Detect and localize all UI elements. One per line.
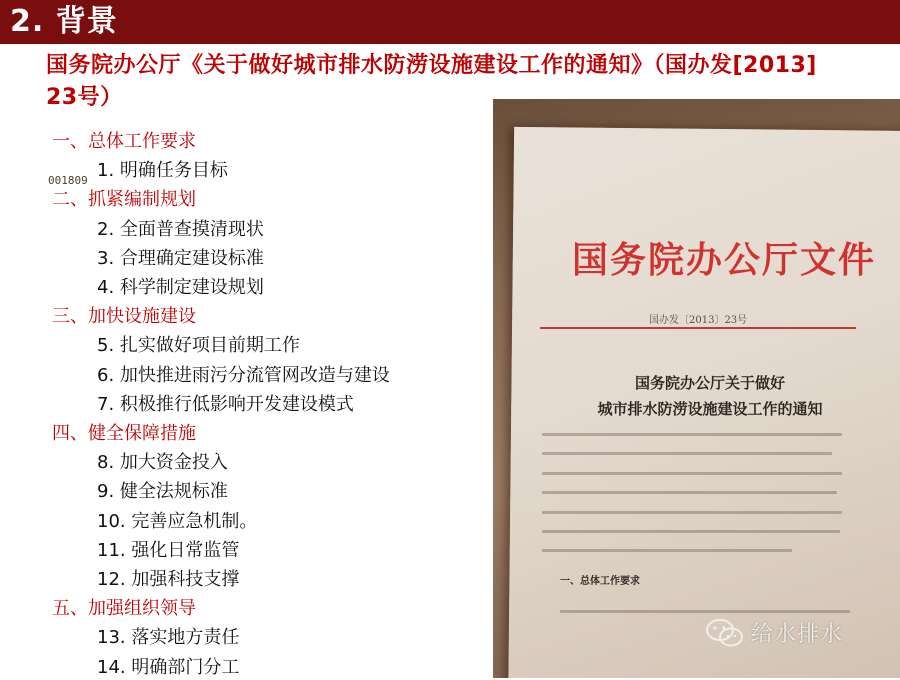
list-item: 5. 扎实做好项目前期工作 (97, 335, 300, 357)
doc-heading: 国务院办公厅文件 (572, 239, 877, 281)
list-item: 11. 强化日常监管 (97, 539, 240, 561)
list-item: 6. 加快推进雨污分流管网改造与建设 (97, 364, 390, 386)
wechat-icon (705, 618, 745, 648)
list-item: 1. 明确任务目标 (97, 160, 228, 182)
list-item: 2. 全面普查摸清现状 (97, 218, 264, 240)
section-heading: 三、加快设施建设 (52, 306, 196, 328)
list-item: 10. 完善应急机制。 (97, 510, 258, 532)
doc-text-line (542, 452, 832, 455)
doc-text-line (542, 433, 842, 436)
doc-text-line (542, 549, 792, 552)
doc-rule (540, 327, 856, 329)
doc-text-line (542, 511, 842, 514)
doc-text-line (542, 491, 837, 494)
list-item: 7. 积极推行低影响开发建设模式 (97, 393, 354, 415)
doc-title-line1: 国务院办公厅关于做好 (634, 374, 785, 392)
list-item: 13. 落实地方责任 (97, 627, 240, 649)
watermark-text: 给水排水 (751, 622, 844, 647)
section-heading: 一、总体工作要求 (52, 131, 196, 152)
list-item: 14. 明确部门分工 (97, 656, 240, 678)
doc-ref: 国办发〔2013〕23号 (649, 315, 748, 326)
list-item: 9. 健全法规标准 (97, 481, 228, 503)
list-item: 12. 加强科技支撑 (97, 569, 240, 590)
doc-text-line (542, 530, 840, 533)
doc-subhead: 一、总体工作要求 (560, 576, 640, 587)
doc-text-line (542, 472, 842, 475)
list-item: 3. 合理确定建设标准 (97, 247, 264, 269)
section-heading: 四、健全保障措施 (52, 423, 196, 444)
list-item: 4. 科学制定建设规划 (97, 277, 264, 298)
section-heading: 五、加强组织领导 (52, 598, 196, 620)
doc-text-line (560, 610, 850, 613)
list-item: 8. 加大资金投入 (97, 452, 228, 474)
watermark (705, 617, 843, 648)
doc-title (580, 370, 840, 422)
doc-title-line2: 城市排水防涝设施建设工作的通知 (597, 400, 823, 418)
section-heading: 二、抓紧编制规划 (52, 189, 196, 211)
header-bar (0, 0, 900, 44)
subtitle: 国务院办公厅《关于做好城市排水防涝设施建设工作的通知》（国办发[2013] 23号） (46, 53, 817, 110)
page-title: 2. 背景 (10, 4, 118, 39)
doc-number: 001809 (48, 174, 88, 187)
